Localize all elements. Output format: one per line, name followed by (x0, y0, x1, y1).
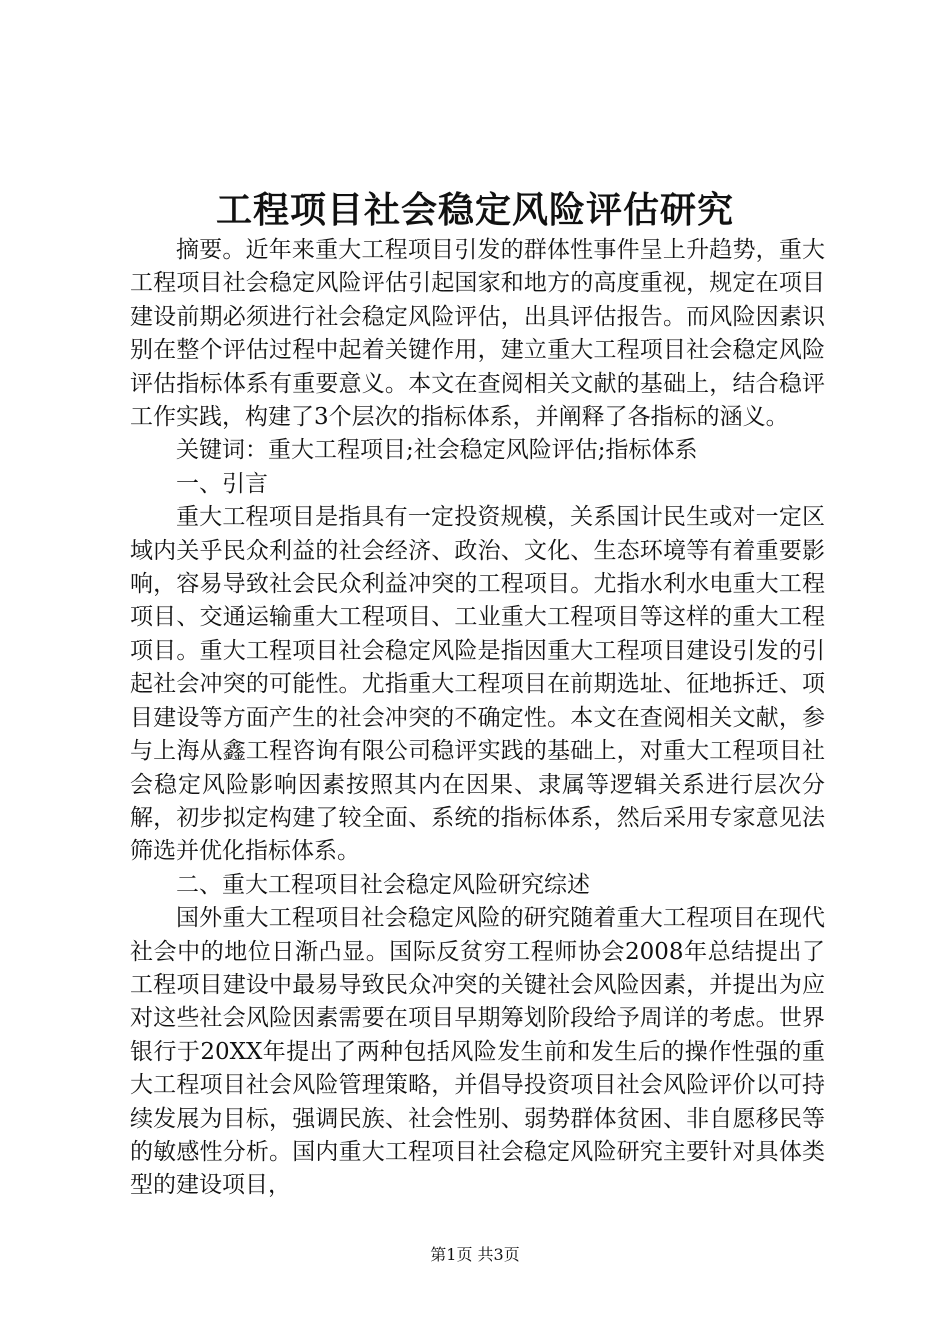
page-number-footer: 第1页 共3页 (430, 1245, 520, 1264)
keywords-paragraph: 关键词：重大工程项目;社会稳定风险评估;指标体系 (176, 437, 698, 464)
introduction-paragraph: 重大工程项目是指具有一定投资规模，关系国计民生或对一定区域内关乎民众利益的社会经济、政治、文化、生态环境等有着重要影响，容易导致社会民众利益冲突的工程项目。尤指水利水电重大工程项目、交通运输重大工程项目、工业重大工程项目等这样的重大工程项目。重大工程项目社会稳定风险是指因重大工程项目建设引发的引起社会冲突的可能性。尤指重大工程项目在前期选址、征地拆迁、项目建设等方面产生的社会冲突的不确定性。本文在查阅相关文献，参与上海从鑫工程咨询有限公司稳评实践的基础上，对重大工程项目社会稳定风险影响因素按照其内在因果、隶属等逻辑关系进行层次分解，初步拟定构建了较全面、系统的指标体系，然后采用专家意见法筛选并优化指标体系。 (130, 504, 825, 865)
section-heading-review: 二、重大工程项目社会稳定风险研究综述 (176, 871, 590, 898)
document-title: 工程项目社会稳定风险评估研究 (215, 189, 734, 231)
section-heading-introduction: 一、引言 (176, 470, 268, 497)
document-body (130, 234, 825, 1203)
review-paragraph: 国外重大工程项目社会稳定风险的研究随着重大工程项目在现代社会中的地位日渐凸显。国际反贫穷工程师协会2008年总结提出了工程项目建设中最易导致民众冲突的关键社会风险因素，并提出为应对这些社会风险因素需要在项目早期筹划阶段给予周详的考虑。世界银行于20XX年提出了两种包括风险发生前和发生后的操作性强的重大工程项目社会风险管理策略，并倡导投资项目社会风险评价以可持续发展为目标，强调民族、社会性别、弱势群体贫困、非自愿移民等的敏感性分析。国内重大工程项目社会稳定风险研究主要针对具体类型的建设项目， (130, 905, 825, 1199)
abstract-paragraph: 摘要。近年来重大工程项目引发的群体性事件呈上升趋势，重大工程项目社会稳定风险评估引起国家和地方的高度重视，规定在项目建设前期必须进行社会稳定风险评估，出具评估报告。而风险因素识别在整个评估过程中起着关键作用，建立重大工程项目社会稳定风险评估指标体系有重要意义。本文在查阅相关文献的基础上，结合稳评工作实践，构建了3个层次的指标体系，并阐释了各指标的涵义。 (130, 237, 825, 431)
